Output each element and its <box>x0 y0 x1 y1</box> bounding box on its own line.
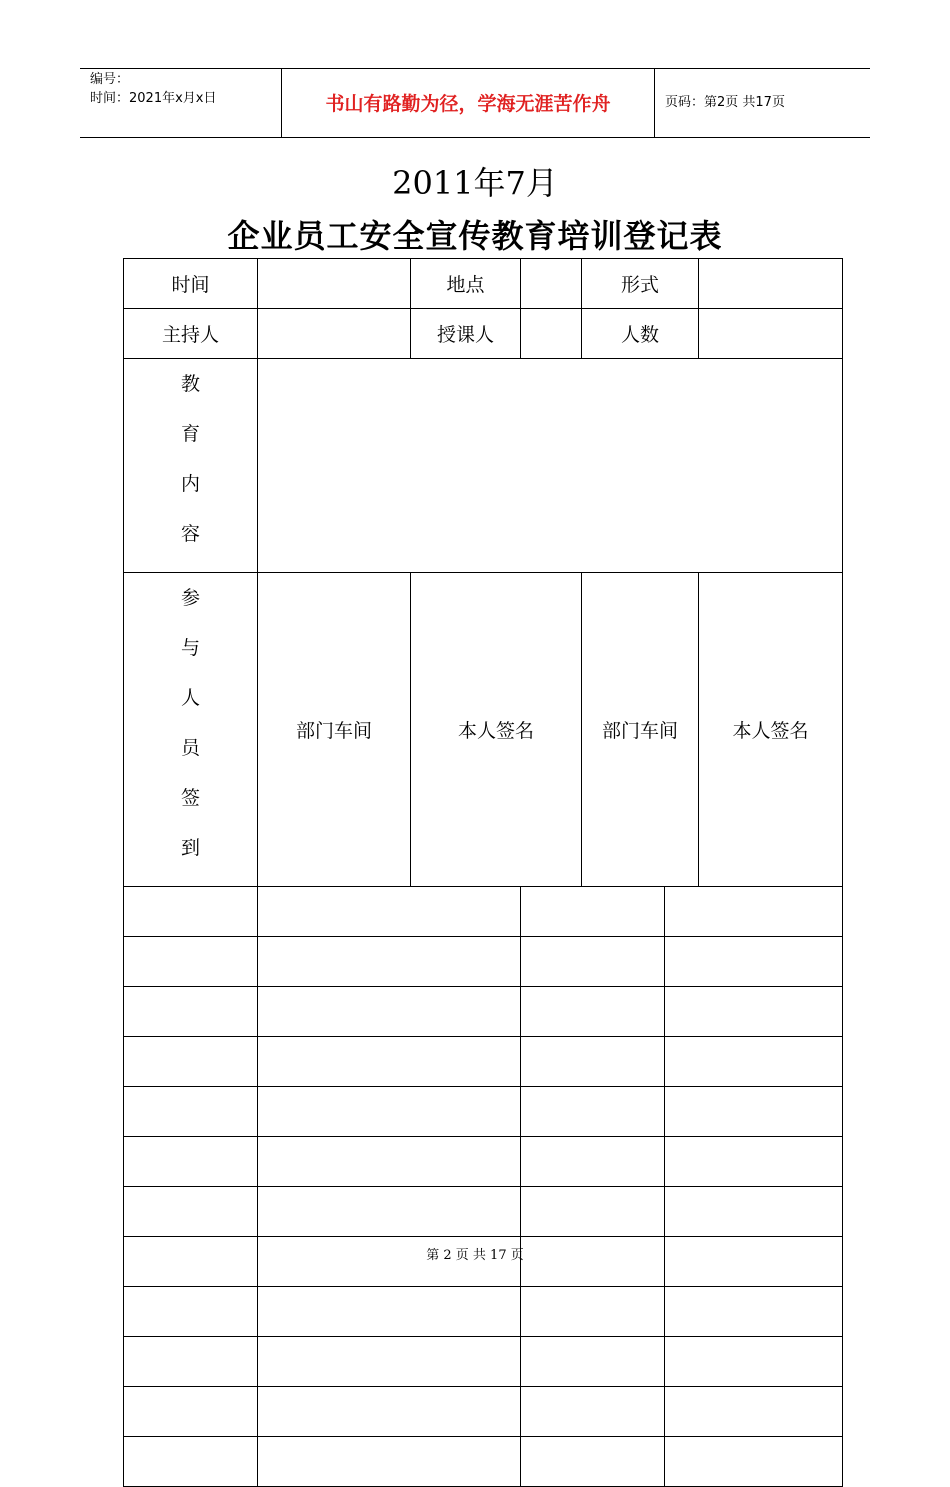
place-label: 地点 <box>411 259 521 309</box>
page-footer: 第 2 页 共 17 页 <box>426 1248 524 1263</box>
department-cell[interactable] <box>521 1337 665 1387</box>
signature-cell[interactable] <box>665 1087 843 1137</box>
department-cell[interactable] <box>124 1087 258 1137</box>
department-cell[interactable] <box>124 1387 258 1437</box>
attendance-label <box>124 573 258 887</box>
signature-cell[interactable] <box>665 1387 843 1437</box>
department-cell[interactable] <box>124 987 258 1037</box>
registration-form <box>123 258 843 1487</box>
table-row <box>124 1087 843 1137</box>
format-field[interactable] <box>699 259 843 309</box>
time-field[interactable] <box>258 259 411 309</box>
signature-cell[interactable] <box>665 1337 843 1387</box>
signature-cell[interactable] <box>258 1387 521 1437</box>
column-header: 部门车间 <box>258 573 411 887</box>
signature-cell[interactable] <box>258 987 521 1037</box>
department-cell[interactable] <box>124 1337 258 1387</box>
column-header: 本人签名 <box>699 573 843 887</box>
table-row <box>124 1337 843 1387</box>
signature-cell[interactable] <box>258 1087 521 1137</box>
count-label: 人数 <box>582 309 699 359</box>
info-row-1 <box>124 259 843 309</box>
motto: 书山有路勤为径，学海无涯苦作舟 <box>325 93 611 115</box>
signature-cell[interactable] <box>665 1437 843 1487</box>
header-motto-cell <box>282 69 655 137</box>
department-cell[interactable] <box>521 937 665 987</box>
department-cell[interactable] <box>521 987 665 1037</box>
signature-cell[interactable] <box>665 987 843 1037</box>
content-row <box>124 359 843 573</box>
department-cell[interactable] <box>521 1087 665 1137</box>
lecturer-field[interactable] <box>521 309 582 359</box>
department-cell[interactable] <box>124 1037 258 1087</box>
department-cell[interactable] <box>521 1187 665 1237</box>
attendance-label-char: 签 <box>180 787 200 809</box>
page-title: 企业员工安全宣传教育培训登记表 <box>227 217 723 255</box>
department-cell[interactable] <box>124 1137 258 1187</box>
table-row <box>124 1387 843 1437</box>
count-field[interactable] <box>699 309 843 359</box>
table-row <box>124 1187 843 1237</box>
header-page-cell <box>655 69 870 137</box>
signature-cell[interactable] <box>665 1287 843 1337</box>
lecturer-label: 授课人 <box>411 309 521 359</box>
format-label: 形式 <box>582 259 699 309</box>
signature-cell[interactable] <box>258 937 521 987</box>
signature-cell[interactable] <box>665 1187 843 1237</box>
table-row <box>124 1137 843 1187</box>
page-info: 页码：第2页 共17页 <box>665 95 785 110</box>
signature-cell[interactable] <box>258 1287 521 1337</box>
content-label-char: 育 <box>180 423 200 445</box>
table-row <box>124 987 843 1037</box>
time-label: 时间 <box>124 259 258 309</box>
content-label-char: 容 <box>180 523 200 545</box>
signature-cell[interactable] <box>665 1137 843 1187</box>
department-cell[interactable] <box>124 1437 258 1487</box>
content-label <box>124 359 258 573</box>
signature-cell[interactable] <box>258 1437 521 1487</box>
attendance-label-char: 人 <box>180 687 200 709</box>
attendance-label-char: 到 <box>180 837 200 859</box>
signature-cell[interactable] <box>258 887 521 937</box>
host-field[interactable] <box>258 309 411 359</box>
department-cell[interactable] <box>124 1287 258 1337</box>
number-label: 编号： <box>90 72 130 87</box>
header-meta <box>80 69 282 137</box>
attendance-header-row <box>124 573 843 887</box>
signature-cell[interactable] <box>665 1037 843 1087</box>
time-line: 时间：2021年x月x日 <box>90 91 217 106</box>
department-cell[interactable] <box>124 1187 258 1237</box>
signature-cell[interactable] <box>258 1037 521 1087</box>
department-cell[interactable] <box>124 937 258 987</box>
table-row <box>124 1287 843 1337</box>
department-cell[interactable] <box>521 1137 665 1187</box>
title-date: 2011年7月 <box>392 164 558 202</box>
table-row <box>124 1437 843 1487</box>
department-cell[interactable] <box>521 1037 665 1087</box>
department-cell[interactable] <box>124 887 258 937</box>
signature-cell[interactable] <box>258 1337 521 1387</box>
signature-cell[interactable] <box>258 1137 521 1187</box>
attendance-label-char: 参 <box>180 587 200 609</box>
info-row-2 <box>124 309 843 359</box>
department-cell[interactable] <box>521 887 665 937</box>
column-header: 本人签名 <box>411 573 582 887</box>
table-row <box>124 1037 843 1087</box>
attendance-label-char: 与 <box>180 637 200 659</box>
signature-cell[interactable] <box>665 887 843 937</box>
place-field[interactable] <box>521 259 582 309</box>
page-header <box>80 68 870 138</box>
content-field[interactable] <box>258 359 843 573</box>
department-cell[interactable] <box>521 1287 665 1337</box>
table-row <box>124 887 843 937</box>
signature-cell[interactable] <box>258 1187 521 1237</box>
host-label: 主持人 <box>124 309 258 359</box>
content-label-char: 内 <box>180 473 200 495</box>
signature-cell[interactable] <box>665 937 843 987</box>
content-label-char: 教 <box>180 373 200 395</box>
attendance-label-char: 员 <box>180 737 200 759</box>
column-header: 部门车间 <box>582 573 699 887</box>
table-row <box>124 937 843 987</box>
department-cell[interactable] <box>521 1387 665 1437</box>
department-cell[interactable] <box>521 1437 665 1487</box>
